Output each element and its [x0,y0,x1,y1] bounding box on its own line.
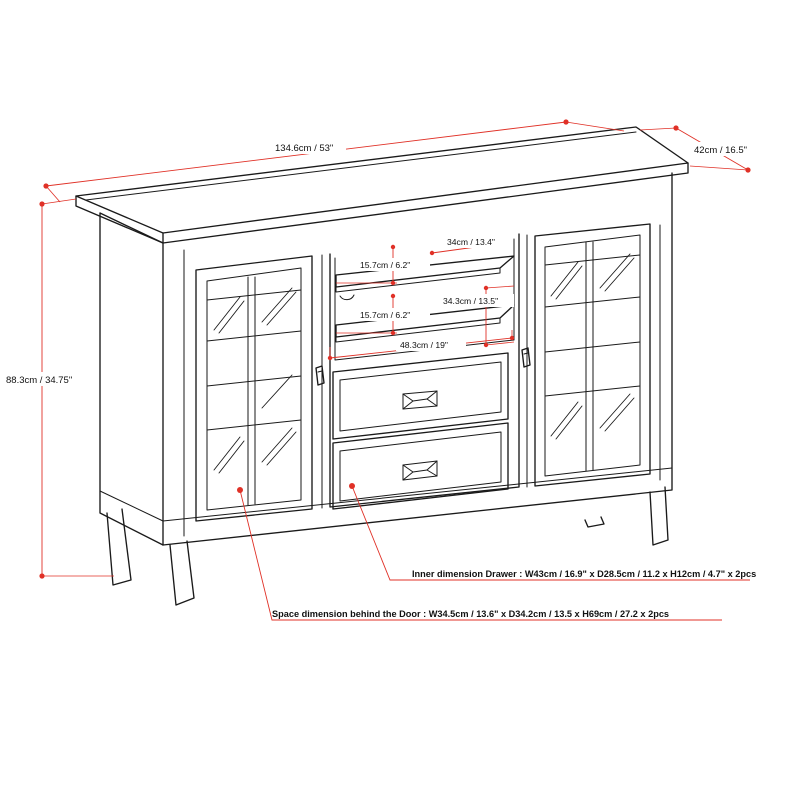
note-drawer-label: Inner dimension Drawer : W43cm / 16.9" x D28.5cm / 11.2 x H12cm / 4.7" x 2pcs [412,569,757,579]
dimension-shelf-gap-upper-label: 15.7cm / 6.2" [360,260,411,270]
left-interior-shelf-b [207,290,301,300]
cabinet-bottom-rail-left [100,491,163,521]
dimension-shelf-gap-lower-label: 15.7cm / 6.2" [360,310,411,320]
leg-right-front [650,487,668,545]
leg-front-left [107,509,131,585]
cabinet-drawing [76,127,688,605]
center-section [330,234,519,509]
dimension-center-width-label: 48.3cm / 19" [400,340,448,350]
dimension-center-height [440,286,514,347]
dimension-height [2,199,114,579]
right-glass-door [522,224,650,486]
dimension-height-label: 88.3cm / 34.75" [6,375,73,386]
center-shelf-upper-thickness [336,268,500,292]
left-door-frame [196,256,312,521]
dimension-depth-label: 42cm / 16.5" [694,145,748,156]
dimension-shelf-gap-lower [336,294,430,335]
left-door-rail-upper [207,331,301,341]
left-door-handle [316,366,324,385]
leg-left-front [170,541,194,605]
cabinet-bottom-rail [163,468,672,521]
drawer-upper-inset [340,362,501,431]
dimension-width-label: 134.6cm / 53" [275,143,334,154]
note-drawer [349,483,756,580]
left-glass-door [196,256,324,521]
leg-right-rear [585,517,604,527]
drawer-upper-pull [403,391,437,409]
right-door-handle [522,348,530,367]
note-door [237,487,722,620]
dimension-shelf-depth-label: 34cm / 13.4" [447,237,495,247]
drawer-lower-inset [340,432,501,501]
left-door-rail-lower [207,420,301,430]
left-door-inner-frame [207,268,301,510]
cabinet-top-surface [76,127,688,233]
dimension-shelf-gap-upper [336,245,430,285]
drawer-lower-pull [403,461,437,480]
note-door-label: Space dimension behind the Door : W34.5cm / 13.6" x D34.2cm / 13.5 x H69cm / 27.2 x 2pcs [272,609,670,619]
dimension-center-height-label: 34.3cm / 13.5" [443,296,499,306]
dimension-shelf-depth [430,235,511,255]
cable-hole [340,295,354,300]
